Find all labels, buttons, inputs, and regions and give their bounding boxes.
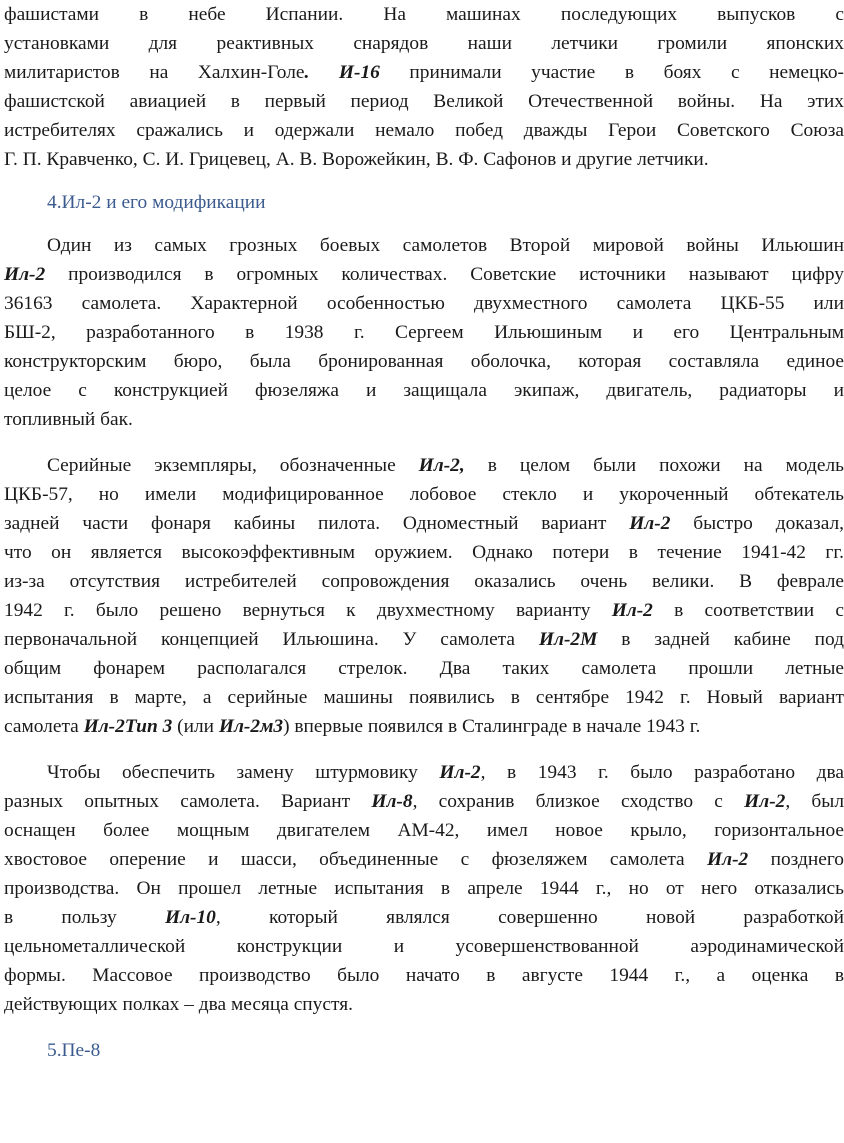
text-span: , сохранив близкое сходство с: [412, 791, 745, 812]
text-span: , в 1943 г. было разработано два: [480, 762, 844, 783]
text-span: милитаристов на Халхин-Голе: [4, 62, 305, 83]
text-span: в целом были похожи на модель: [464, 455, 844, 476]
text-span: фашистами в небе Испании. На машинах последующих выпусков с: [4, 4, 844, 25]
text-line: [4, 874, 844, 903]
text-span: испытания в марте, а серийные машины появились в сентябре 1942 г. Новый вариант: [4, 687, 844, 708]
section-heading-pe8: 5.Пе-8: [47, 1040, 101, 1061]
text-span: ) впервые появился в Сталинграде в начале 1943 г.: [283, 716, 701, 737]
text-span: конструкторским бюро, была бронированная оболочка, которая составляла единое: [4, 351, 844, 372]
text-line: [4, 87, 844, 116]
text-line: [4, 816, 844, 845]
emphasis-text: Ил-2: [707, 849, 749, 870]
paragraph-il2-replacement: [4, 758, 844, 1019]
text-line: [4, 538, 844, 567]
emphasis-text: Ил-2: [439, 762, 481, 783]
emphasis-text: Ил-2м3: [218, 716, 284, 737]
text-line: [4, 932, 844, 961]
text-span: Серийные экземпляры, обозначенные: [47, 455, 419, 476]
emphasis-text: Ил-2: [611, 600, 653, 621]
text-line: [4, 451, 844, 480]
text-span: позднего: [748, 849, 844, 870]
section-heading-il2: 4.Ил-2 и его модификации: [47, 192, 266, 213]
text-span: 36163 самолета. Характерной особенностью двухместного самолета ЦКБ-55 или: [4, 293, 844, 314]
text-span: Чтобы обеспечить замену штурмовику: [47, 762, 440, 783]
text-span: разных опытных самолета. Вариант: [4, 791, 372, 812]
text-line: [4, 845, 844, 874]
text-span: производился в огромных количествах. Советские источники называют цифру: [45, 264, 844, 285]
text-span: Г. П. Кравченко, С. И. Грицевец, А. В. Ворожейкин, В. Ф. Сафонов и другие летчики.: [4, 149, 709, 170]
paragraph-intro: [4, 0, 844, 174]
text-line: [4, 787, 844, 816]
emphasis-text: .: [304, 62, 310, 83]
text-span: самолета: [4, 716, 84, 737]
emphasis-text: Ил-2: [4, 264, 46, 285]
emphasis-text: Ил-2Тип 3: [83, 716, 173, 737]
text-span: БШ-2, разработанного в 1938 г. Сергеем Ильюшиным и его Центральным: [4, 322, 844, 343]
text-span: в соответствии с: [652, 600, 844, 621]
text-line: [4, 260, 844, 289]
text-line: [4, 712, 844, 741]
text-span: фашистской авиацией в первый период Великой Отечественной войны. На этих: [4, 91, 844, 112]
text-span: (или: [172, 716, 219, 737]
text-span: , был: [785, 791, 844, 812]
text-span: Один из самых грозных боевых самолетов Второй мировой войны Ильюшин: [47, 235, 844, 256]
emphasis-text: Ил-2М: [538, 629, 598, 650]
text-line: [4, 58, 844, 87]
text-span: быстро доказал,: [670, 513, 844, 534]
text-line: [4, 376, 844, 405]
text-span: установками для реактивных снарядов наши летчики громили японских: [4, 33, 844, 54]
text-line: [4, 318, 844, 347]
text-line: [4, 625, 844, 654]
text-span: [309, 62, 339, 83]
text-span: топливный бак.: [4, 409, 133, 430]
text-line: [4, 29, 844, 58]
text-span: действующих полках – два месяца спустя.: [4, 994, 353, 1015]
text-span: что он является высокоэффективным оружием. Однако потери в течение 1941-42 гг.: [4, 542, 844, 563]
text-line: [4, 509, 844, 538]
text-span: первоначальной концепцией Ильюшина. У самолета: [4, 629, 539, 650]
text-span: целое с конструкцией фюзеляжа и защищала экипаж, двигатель, радиаторы и: [4, 380, 844, 401]
text-line: [4, 596, 844, 625]
text-span: , который являлся совершенно новой разработкой: [215, 907, 844, 928]
text-span: из-за отсутствия истребителей сопровождения оказались очень велики. В феврале: [4, 571, 844, 592]
paragraph-il2-overview: [4, 231, 844, 434]
text-span: истребителях сражались и одержали немало побед дважды Герои Советского Союза: [4, 120, 844, 141]
text-line: [4, 758, 844, 787]
text-line: [4, 683, 844, 712]
emphasis-text: Ил-2: [744, 791, 786, 812]
text-line: [4, 347, 844, 376]
text-line: [4, 145, 844, 174]
text-span: ЦКБ-57, но имели модифицированное лобовое стекло и укороченный обтекатель: [4, 484, 844, 505]
text-line: [4, 116, 844, 145]
text-line: [4, 961, 844, 990]
text-span: 1942 г. было решено вернуться к двухместному варианту: [4, 600, 612, 621]
text-span: общим фонарем располагался стрелок. Два таких самолета прошли летные: [4, 658, 844, 679]
text-span: производства. Он прошел летные испытания в апреле 1944 г., но от него отказались: [4, 878, 844, 899]
paragraph-il2-serial: [4, 451, 844, 741]
text-line: [4, 654, 844, 683]
text-line: [4, 289, 844, 318]
text-line: [4, 231, 844, 260]
document-body: [4, 0, 844, 1065]
emphasis-text: Ил-2,: [418, 455, 465, 476]
text-line: [4, 405, 844, 434]
text-span: формы. Массовое производство было начато в августе 1944 г., а оценка в: [4, 965, 844, 986]
text-span: принимали участие в боях с немецко-: [379, 62, 844, 83]
text-span: в пользу: [4, 907, 165, 928]
text-line: [4, 903, 844, 932]
text-span: хвостовое оперение и шасси, объединенные с фюзеляжем самолета: [4, 849, 708, 870]
text-span: цельнометаллической конструкции и усовершенствованной аэродинамической: [4, 936, 844, 957]
emphasis-text: Ил-8: [371, 791, 413, 812]
text-line: [4, 990, 844, 1019]
emphasis-text: Ил-10: [165, 907, 216, 928]
emphasis-text: И-16: [338, 62, 380, 83]
emphasis-text: Ил-2: [629, 513, 671, 534]
text-span: задней части фонаря кабины пилота. Одноместный вариант: [4, 513, 630, 534]
text-line: [4, 480, 844, 509]
text-line: [4, 0, 844, 29]
text-line: [4, 567, 844, 596]
text-span: в задней кабине под: [597, 629, 844, 650]
text-span: оснащен более мощным двигателем АМ-42, имел новое крыло, горизонтальное: [4, 820, 844, 841]
